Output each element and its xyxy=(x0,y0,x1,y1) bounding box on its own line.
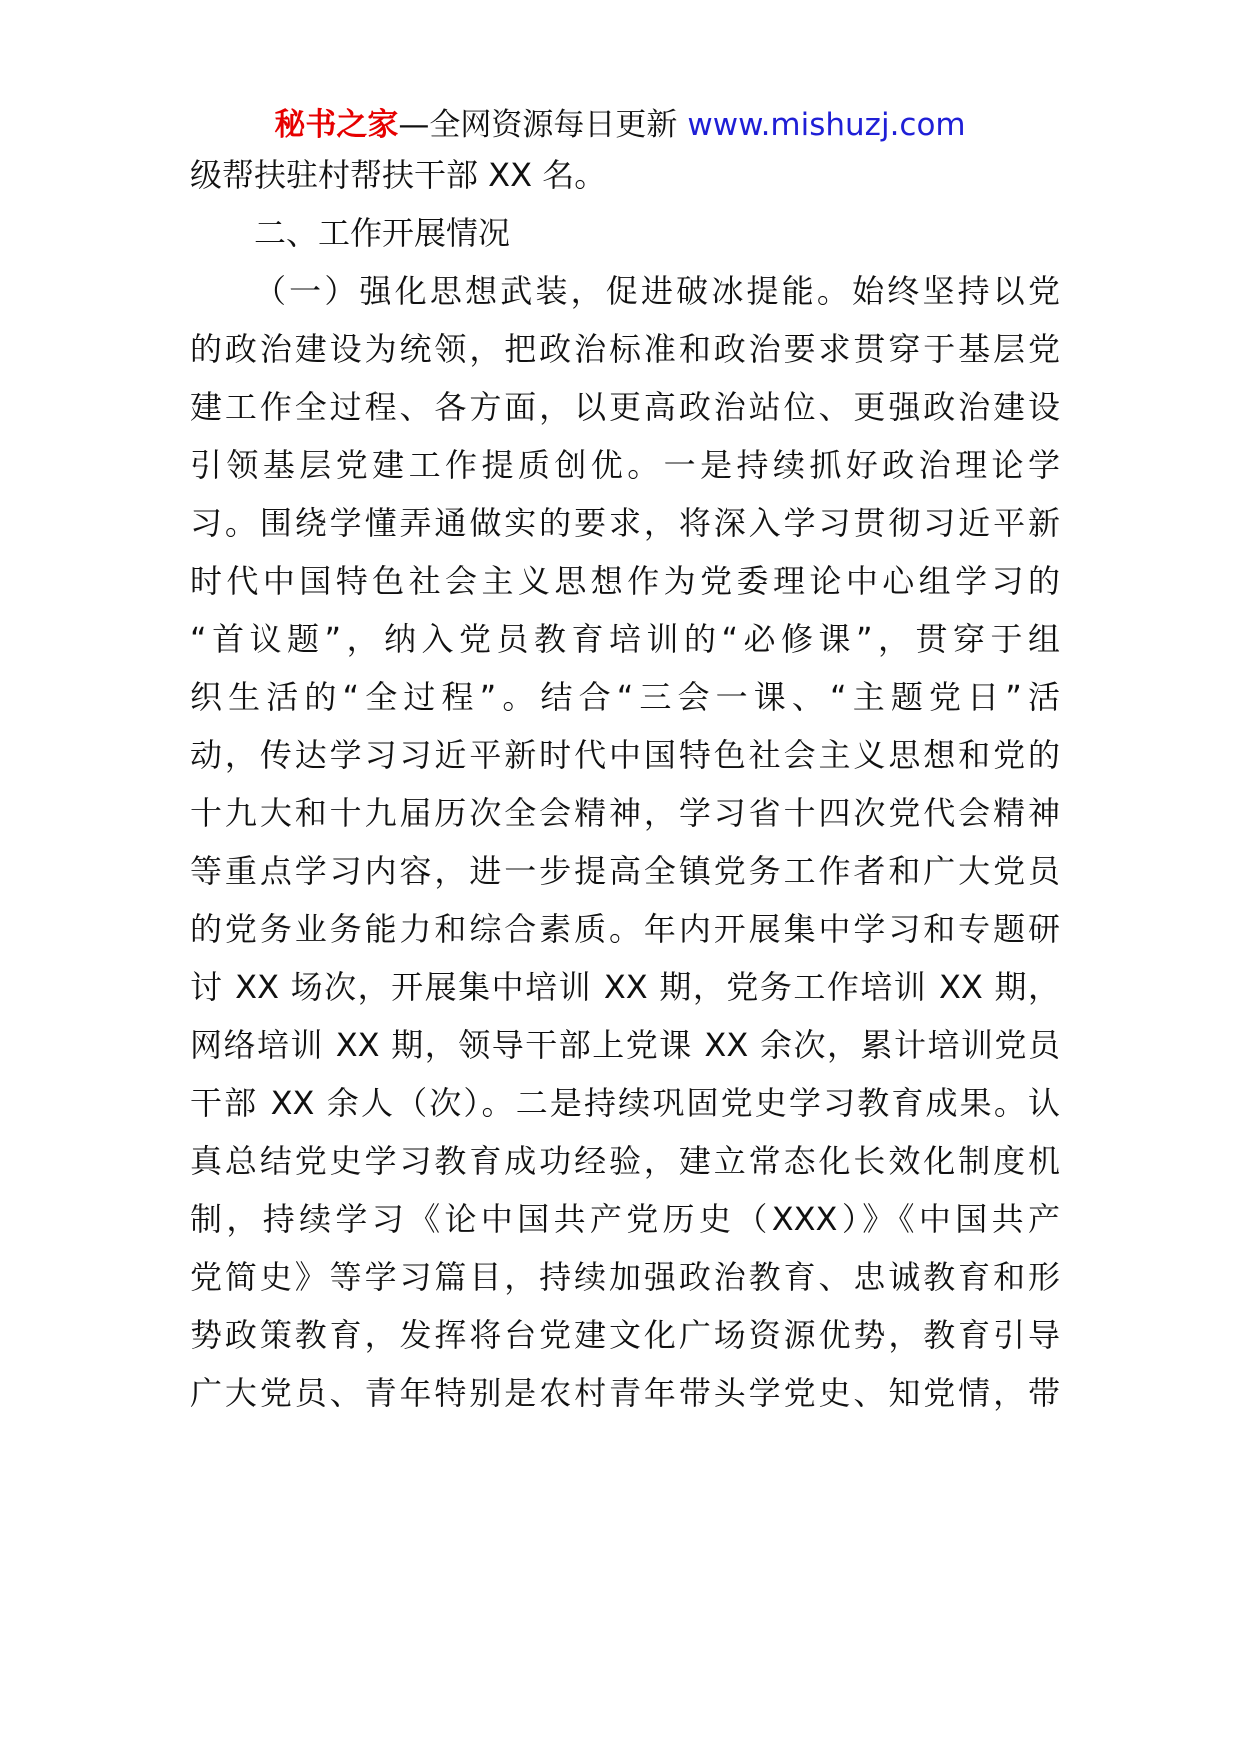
paragraph-line: 讨 XX 场次，开展集中培训 XX 期，党务工作培训 XX 期， xyxy=(190,968,1060,1006)
paragraph-line: 党简史》等学习篇目，持续加强政治教育、忠诚教育和形 xyxy=(190,1258,1060,1296)
paragraph-line: 的政治建设为统领，把政治标准和政治要求贯穿于基层党 xyxy=(190,330,1060,368)
site-slogan: —全网资源每日更新 xyxy=(398,107,678,143)
paragraph-line: 建工作全过程、各方面，以更高政治站位、更强政治建设 xyxy=(190,388,1060,426)
paragraph-line: 制，持续学习《论中国共产党历史（XXX）》《中国共产 xyxy=(190,1200,1060,1238)
section-heading: 二、工作开展情况 xyxy=(254,214,511,252)
paragraph-line: 十九大和十九届历次全会精神，学习省十四次党代会精神 xyxy=(190,794,1060,832)
paragraph-line: 等重点学习内容，进一步提高全镇党务工作者和广大党员 xyxy=(190,852,1060,890)
paragraph-line: 真总结党史学习教育成功经验，建立常态化长效化制度机 xyxy=(190,1142,1060,1180)
paragraph-line: 干部 XX 余人（次）。二是持续巩固党史学习教育成果。认 xyxy=(190,1084,1060,1122)
paragraph-line: 时代中国特色社会主义思想作为党委理论中心组学习的 xyxy=(190,562,1060,600)
paragraph-line: 习。围绕学懂弄通做实的要求，将深入学习贯彻习近平新 xyxy=(190,504,1060,542)
site-header xyxy=(0,100,1240,150)
paragraph-line: 网络培训 XX 期，领导干部上党课 XX 余次，累计培训党员 xyxy=(190,1026,1060,1064)
paragraph-line: 的党务业务能力和综合素质。年内开展集中学习和专题研 xyxy=(190,910,1060,948)
site-url[interactable]: www.mishuzj.com xyxy=(687,107,966,143)
paragraph-line: 级帮扶驻村帮扶干部 XX 名。 xyxy=(190,156,607,194)
paragraph-line: 势政策教育，发挥将台党建文化广场资源优势，教育引导 xyxy=(190,1316,1060,1354)
paragraph-line: （一）强化思想武装，促进破冰提能。始终坚持以党 xyxy=(254,272,1060,310)
site-brand: 秘书之家 xyxy=(274,107,399,143)
paragraph-line: 动，传达学习习近平新时代中国特色社会主义思想和党的 xyxy=(190,736,1060,774)
paragraph-line: 广大党员、青年特别是农村青年带头学党史、知党情，带 xyxy=(190,1374,1060,1412)
paragraph-line: 织生活的“全过程”。结合“三会一课、“主题党日”活 xyxy=(190,678,1060,716)
paragraph-line: 引领基层党建工作提质创优。一是持续抓好政治理论学 xyxy=(190,446,1060,484)
paragraph-line: “首议题”，纳入党员教育培训的“必修课”，贯穿于组 xyxy=(190,620,1060,658)
